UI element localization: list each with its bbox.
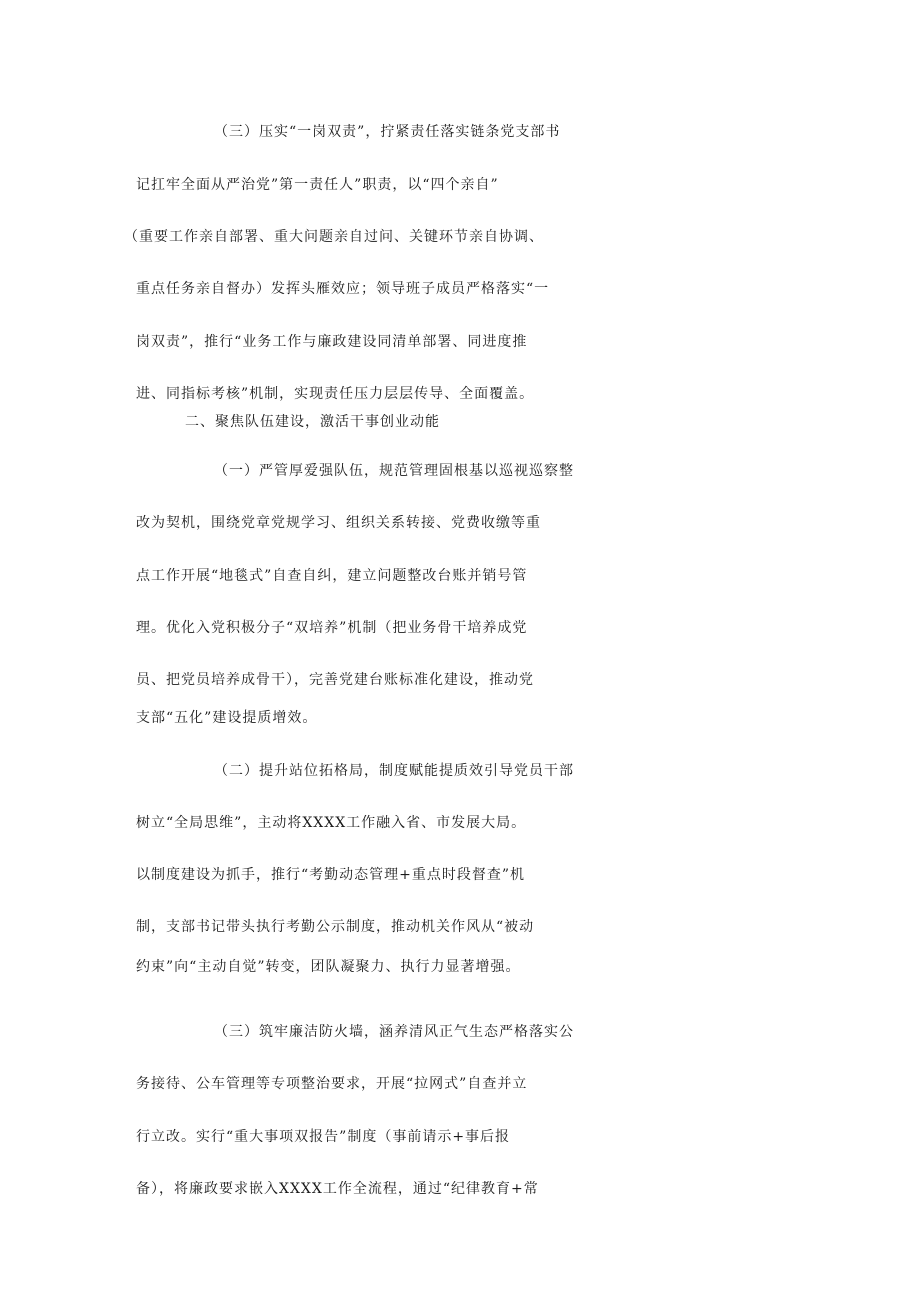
- line-13: 支部“五化”建设提质增效。: [136, 710, 318, 726]
- line-22: 备），将廉政要求嵌入XXXX工作全流程，通过“纪律教育+常: [136, 1181, 539, 1197]
- line-11: 理。优化入党积极分子“双培养”机制（把业务骨干培养成党: [136, 620, 528, 636]
- section-heading: 二、聚焦队伍建设，激活干事创业动能: [185, 414, 440, 430]
- line-01: （三）压实“一岗双责”，拧紧责任落实链条党支部书: [214, 124, 561, 140]
- line-15: 树立“全局思维”，主动将XXXX工作融入省、市发展大局。: [136, 815, 527, 831]
- line-20: 务接待、公车管理等专项整治要求，开展“拉网式”自查并立: [136, 1076, 528, 1092]
- line-17: 制，支部书记带头执行考勤公示制度，推动机关作风从“被动: [136, 919, 535, 935]
- line-02: 记扛牢全面从严治党”第一责任人”职责，以“四个亲自”: [136, 177, 499, 193]
- line-21: 行立改。实行“重大事项双报告”制度（事前请示+事后报: [136, 1129, 511, 1145]
- line-03: （重要工作亲自部署、重大问题亲自过问、关键环节亲自协调、: [124, 229, 544, 245]
- line-14: （二）提升站位拓格局，制度赋能提质效引导党员干部: [214, 763, 574, 779]
- line-05: 岗双责”，推行“业务工作与廉政建设同清单部署、同进度推: [136, 334, 528, 350]
- line-09: 改为契机，围绕党章党规学习、组织关系转接、党费收缴等重: [136, 515, 541, 531]
- line-19: （三）筑牢廉洁防火墙，涵养清风正气生态严格落实公: [214, 1024, 574, 1040]
- line-04: 重点任务亲自督办）发挥头雁效应；领导班子成员严格落实“一: [136, 281, 550, 297]
- line-06: 进、同指标考核”机制，实现责任压力层层传导、全面覆盖。: [136, 386, 535, 402]
- line-16: 以制度建设为抓手，推行“考勤动态管理+重点时段督查”机: [136, 867, 526, 883]
- line-08: （一）严管厚爱强队伍，规范管理固根基以巡视巡察整: [214, 463, 574, 479]
- line-10: 点工作开展“地毯式”自查自纠，建立问题整改台账并销号管: [136, 568, 528, 584]
- line-12: 员、把党员培养成骨干），完善党建台账标准化建设，推动党: [136, 672, 534, 688]
- line-18: 约束”向“主动自觉”转变，团队凝聚力、执行力显著增强。: [136, 959, 521, 975]
